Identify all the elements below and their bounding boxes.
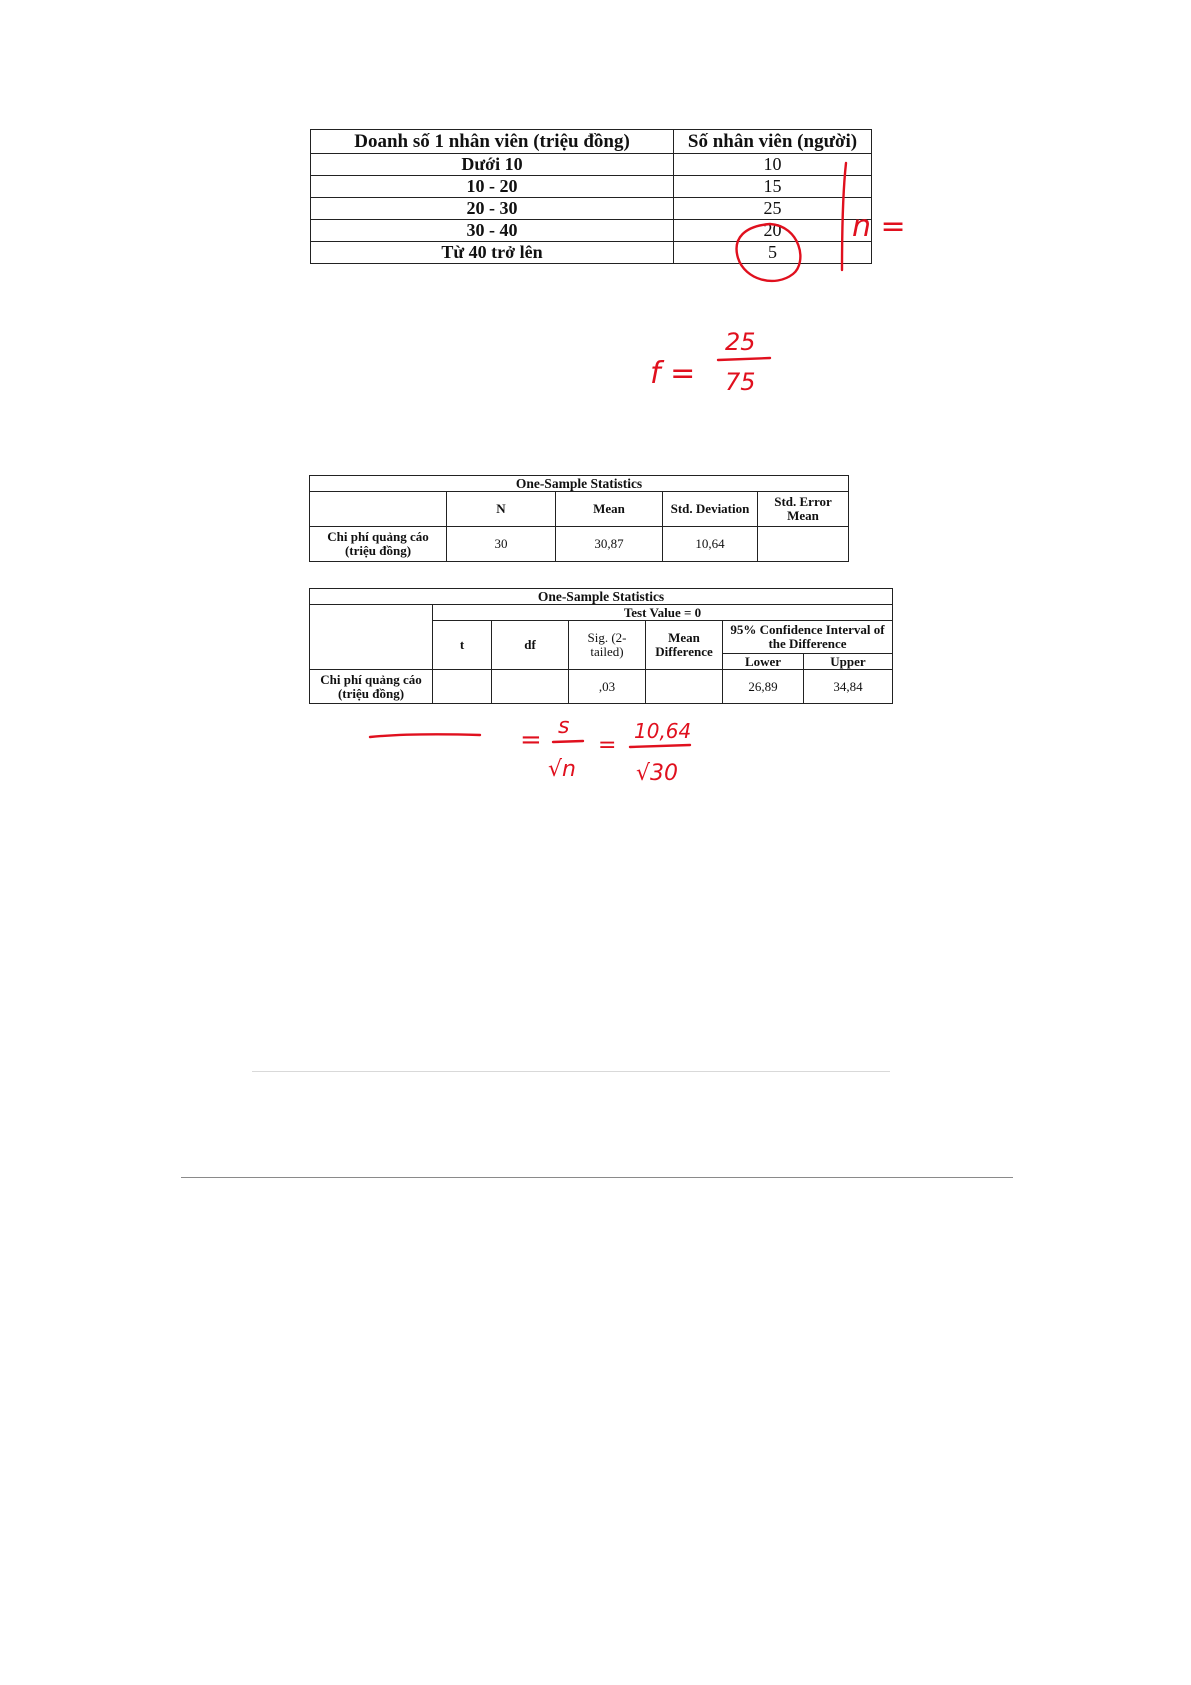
equals-sign-2: =: [598, 733, 617, 758]
column-header-upper: Upper: [804, 654, 893, 670]
value-numerator: 10,64: [634, 719, 692, 743]
f-denominator: 75: [725, 368, 756, 396]
fraction-bar: [553, 741, 583, 742]
column-header-mean-difference: Mean Difference: [646, 621, 723, 670]
table-row: [311, 242, 872, 264]
table-row: [310, 527, 849, 562]
dash-mark: [370, 734, 480, 737]
column-header-lower: Lower: [723, 654, 804, 670]
divider-long: [181, 1177, 1013, 1178]
n-cell: 30: [447, 527, 556, 562]
lower-cell: 26,89: [723, 670, 804, 704]
n-equals-label: n =: [852, 209, 906, 244]
column-header-confidence-interval: 95% Confidence Interval of the Difference: [723, 621, 893, 654]
column-header-n: N: [447, 492, 556, 527]
table-row: [311, 154, 872, 176]
column-header-std-error-mean: Std. Error Mean: [758, 492, 849, 527]
fraction-bar: [718, 358, 770, 360]
s-numerator: s: [558, 714, 570, 739]
column-header-employees: Số nhân viên (người): [674, 130, 872, 154]
equals-sign: =: [520, 725, 542, 755]
one-sample-statistics-table: [309, 475, 849, 562]
std-cell: 10,64: [663, 527, 758, 562]
sqrt-30-denominator: √30: [636, 761, 679, 786]
column-header-mean: Mean: [556, 492, 663, 527]
row-label: Chi phí quảng cáo (triệu đồng): [310, 527, 447, 562]
count-cell: 10: [674, 154, 872, 176]
column-header-sales: Doanh số 1 nhân viên (triệu đồng): [311, 130, 674, 154]
group-cell: Dưới 10: [311, 154, 674, 176]
count-cell: 15: [674, 176, 872, 198]
group-cell: 30 - 40: [311, 220, 674, 242]
row-label-header: [310, 492, 447, 527]
table-row: [311, 220, 872, 242]
row-label: Chi phí quảng cáo (triệu đồng): [310, 670, 433, 704]
column-header-df: df: [492, 621, 569, 670]
table-title: One-Sample Statistics: [310, 589, 893, 605]
table-row: [311, 198, 872, 220]
table-row: [310, 670, 893, 704]
table-row: [311, 176, 872, 198]
upper-cell: 34,84: [804, 670, 893, 704]
group-cell: 10 - 20: [311, 176, 674, 198]
column-header-sig: Sig. (2-tailed): [569, 621, 646, 670]
column-header-t: t: [433, 621, 492, 670]
se-cell: [758, 527, 849, 562]
empty-corner-cell: [310, 605, 433, 670]
frequency-table: [310, 129, 872, 264]
divider-short: [252, 1071, 890, 1072]
column-header-std-deviation: Std. Deviation: [663, 492, 758, 527]
count-cell: 20: [674, 220, 872, 242]
mean-diff-cell: [646, 670, 723, 704]
group-cell: 20 - 30: [311, 198, 674, 220]
table-title: One-Sample Statistics: [310, 476, 849, 492]
f-numerator: 25: [725, 328, 756, 356]
count-cell: 5: [674, 242, 872, 264]
df-cell: [492, 670, 569, 704]
one-sample-test-table: [309, 588, 893, 704]
t-cell: [433, 670, 492, 704]
mean-cell: 30,87: [556, 527, 663, 562]
fraction-bar: [630, 745, 690, 747]
test-value-header: Test Value = 0: [433, 605, 893, 621]
count-cell: 25: [674, 198, 872, 220]
sig-cell: ,03: [569, 670, 646, 704]
f-equals-label: f =: [650, 356, 696, 391]
group-cell: Từ 40 trở lên: [311, 242, 674, 264]
sqrt-n-denominator: √n: [548, 757, 576, 782]
table-header-row: [311, 130, 872, 154]
